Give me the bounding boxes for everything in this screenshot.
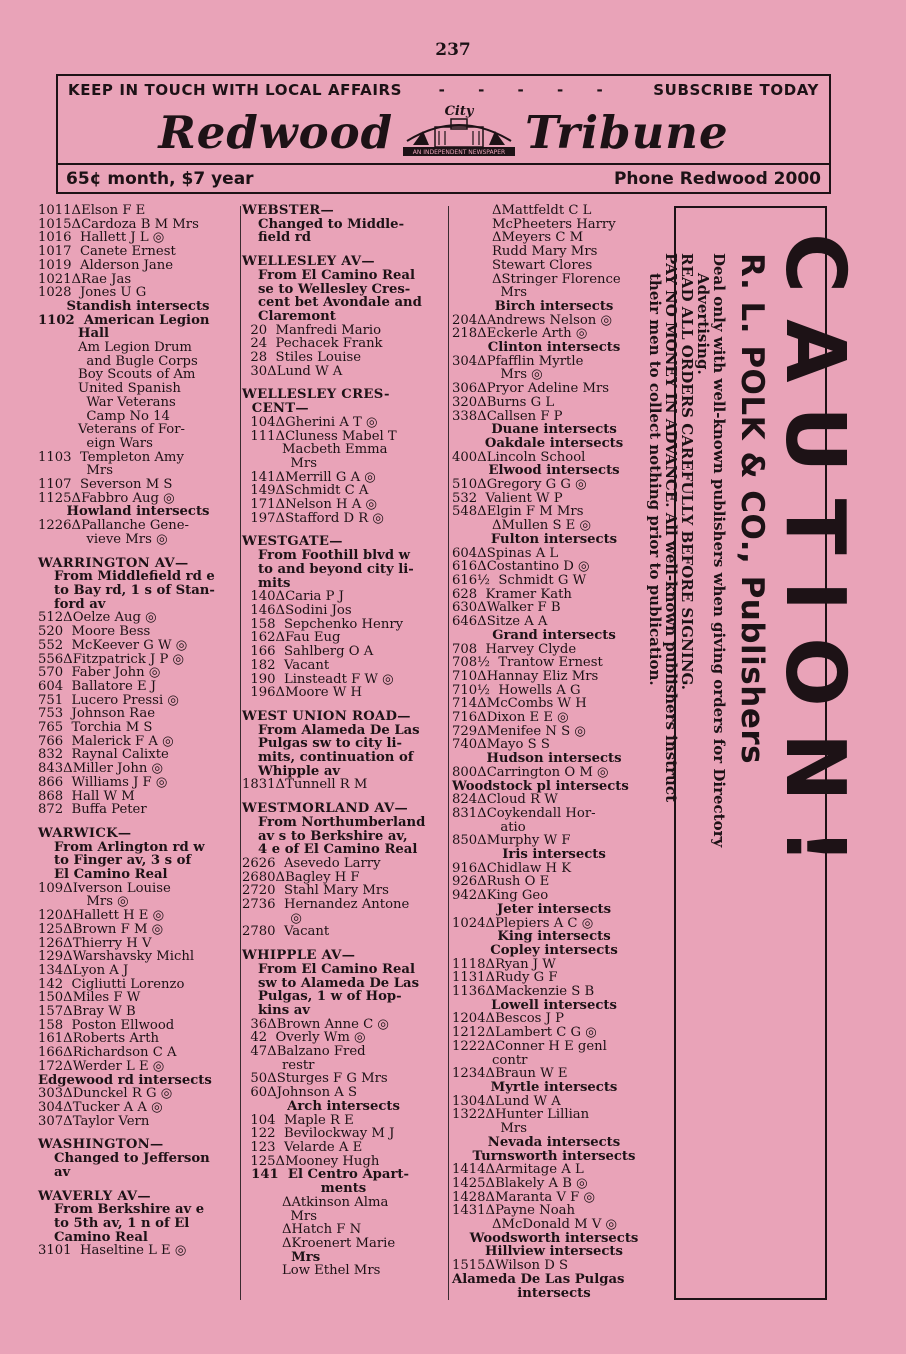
directory-entry-continued: Mrs	[78, 463, 113, 479]
directory-entry: 520 Moore Bess	[38, 624, 151, 640]
directory-entry: 122 Bevilockway M J	[242, 1126, 395, 1142]
directory-entry: 604 Ballatore E J	[38, 678, 157, 694]
directory-entry: 532 Valient W P	[452, 490, 563, 506]
street-description: From Arlington rd w	[54, 839, 205, 855]
newspaper-logo	[58, 101, 829, 163]
intersection-line: Turnsworth intersects	[472, 1148, 636, 1164]
directory-entry: 47ΔBalzano Fred	[242, 1044, 366, 1060]
directory-entry: 1011ΔElson F E	[38, 203, 146, 218]
directory-entry-continued: ΔMcDonald M V ◎	[492, 1217, 618, 1233]
street-heading: CENT—	[242, 401, 309, 417]
directory-entry: 1414ΔArmitage A L	[452, 1162, 584, 1178]
directory-entry-continued: ΔMullen S E ◎	[492, 518, 591, 534]
directory-entry: 1204ΔBescos J P	[452, 1011, 564, 1027]
directory-entry: 2720 Stahl Mary Mrs	[242, 883, 389, 899]
subscription-price: 65¢ month, $7 year	[66, 168, 254, 189]
directory-entry: 172ΔWerder L E ◎	[38, 1058, 165, 1074]
directory-entry-continued: ΔMeyers C M	[492, 230, 584, 246]
directory-entry: 196ΔMoore W H	[242, 685, 363, 701]
directory-entry: 1017 Canete Ernest	[38, 244, 176, 260]
directory-entry: 916ΔChidlaw H K	[452, 860, 572, 876]
directory-entry: 307ΔTaylor Vern	[38, 1113, 150, 1129]
directory-entry: 1304ΔLund W A	[452, 1093, 561, 1109]
directory-column-1	[38, 204, 238, 1258]
intersection-line: Iris intersects	[502, 847, 606, 863]
caution-line-2: Advertising.	[693, 273, 712, 375]
directory-entry: 24 Pechacek Frank	[242, 336, 383, 352]
directory-entry: 141 El Centro Apart-	[242, 1167, 409, 1183]
directory-entry: 832 Raynal Calixte	[38, 747, 169, 763]
directory-entry: 710½ Howells A G	[452, 682, 581, 698]
publisher-name: R. L. POLK & CO., Publishers	[733, 253, 770, 765]
intersection-line: ments	[320, 1181, 367, 1197]
directory-entry-continued: Mrs	[282, 1249, 321, 1265]
city-emblem-icon	[399, 101, 519, 163]
directory-entry: 149ΔSchmidt C A	[242, 483, 369, 499]
directory-entry: 1226ΔPallanche Gene-	[38, 518, 189, 534]
intersection-line: Copley intersects	[490, 942, 618, 958]
column-divider	[240, 206, 241, 1300]
logo-city-text: City	[444, 104, 474, 119]
directory-entry: 20 Manfredi Mario	[242, 322, 382, 338]
newspaper-phone: Phone Redwood 2000	[613, 168, 821, 189]
directory-entry-continued: vieve Mrs ◎	[78, 531, 168, 547]
directory-entry: 190 Linsteadt F W ◎	[242, 671, 394, 687]
street-description: From Foothill blvd w	[258, 548, 411, 564]
street-heading: WARWICK—	[38, 825, 132, 841]
directory-entry: 125ΔBrown F M ◎	[38, 921, 164, 937]
directory-entry: Edgewood rd intersects	[38, 1072, 212, 1088]
directory-entry: 765 Torchia M S	[38, 720, 153, 736]
directory-entry: 42 Overly Wm ◎	[242, 1030, 366, 1046]
directory-entry: 141ΔMerrill G A ◎	[242, 469, 376, 485]
directory-entry-continued: Mrs	[492, 1121, 527, 1137]
directory-entry: 866 Williams J F ◎	[38, 774, 168, 790]
directory-entry: 2626 Asevedo Larry	[242, 855, 381, 871]
directory-entry-continued: restr	[282, 1057, 315, 1073]
directory-entry: 166 Sahlberg O A	[242, 644, 374, 660]
street-description: From Northumberland	[258, 814, 426, 830]
intersection-line: Hillview intersects	[485, 1244, 623, 1260]
directory-entry: 570 Faber John ◎	[38, 665, 161, 681]
directory-entry-continued: Mrs	[492, 285, 527, 301]
street-description: Pulgas sw to city li-	[258, 736, 403, 752]
directory-entry-continued: Mrs	[282, 455, 317, 471]
intersection-line: Grand intersects	[492, 627, 616, 643]
caution-line-3: READ ALL ORDERS CAREFULLY BEFORE SIGNING.	[677, 253, 696, 691]
street-description: field rd	[258, 230, 311, 246]
directory-entry: 942ΔKing Geo	[452, 888, 549, 904]
intersection-line: Duane intersects	[491, 422, 617, 438]
banner-subscribe: SUBSCRIBE TODAY	[653, 81, 819, 99]
intersection-line: King intersects	[497, 929, 611, 945]
street-description: Changed to Middle-	[258, 216, 405, 232]
intersection-line: Jeter intersects	[496, 901, 612, 917]
directory-entry-continued: Am Legion Drum	[78, 340, 192, 356]
directory-entry: 1515ΔWilson D S	[452, 1258, 569, 1274]
directory-entry: 28 Stiles Louise	[242, 350, 362, 366]
banner-slogan: KEEP IN TOUCH WITH LOCAL AFFAIRS	[68, 81, 403, 99]
directory-entry-continued: ΔHatch F N	[282, 1222, 362, 1238]
street-description: av	[54, 1164, 71, 1180]
directory-entry: 1118ΔRyan J W	[452, 956, 556, 972]
directory-entry: 320ΔBurns G L	[452, 394, 555, 410]
directory-entry: 166ΔRichardson C A	[38, 1045, 177, 1061]
directory-entry: 740ΔMayo S S	[452, 737, 550, 753]
directory-entry: 1102 American Legion	[38, 312, 210, 328]
column-divider	[448, 206, 449, 1300]
directory-entry: Alameda De Las Pulgas	[452, 1271, 625, 1287]
directory-entry: 716ΔDixon E E ◎	[452, 710, 569, 726]
directory-entry: 30ΔLund W A	[242, 363, 343, 379]
logo-word-left: Redwood	[158, 105, 394, 159]
intersection-line: Howland intersects	[66, 504, 210, 520]
directory-entry-continued: United Spanish	[78, 381, 181, 397]
directory-entry: 171ΔNelson H A ◎	[242, 497, 377, 513]
directory-entry-continued: ΔAtkinson Alma	[282, 1194, 389, 1210]
directory-entry: 552 McKeever G W ◎	[38, 637, 188, 653]
directory-entry: 850ΔMurphy W F	[452, 833, 571, 849]
directory-entry-continued: Veterans of For-	[78, 422, 185, 438]
directory-entry: 161ΔRoberts Arth	[38, 1031, 159, 1047]
directory-entry-continued: ΔMattfeldt C L	[492, 203, 592, 218]
directory-entry: 162ΔFau Eug	[242, 630, 341, 646]
directory-entry: 306ΔPryor Adeline Mrs	[452, 381, 610, 397]
directory-entry: 708½ Trantow Ernest	[452, 655, 603, 671]
directory-entry: 1831ΔTunnell R M	[242, 777, 368, 793]
directory-entry-continued: ΔKroenert Marie	[282, 1235, 396, 1251]
caution-headline: CAUTION!	[766, 233, 862, 891]
street-heading: WARRINGTON AV—	[38, 555, 189, 571]
street-heading: WHIPPLE AV—	[242, 948, 356, 964]
directory-entry: 710ΔHannay Eliz Mrs	[452, 668, 599, 684]
intersection-line: Woodsworth intersects	[469, 1230, 639, 1246]
directory-entry: 304ΔTucker A A ◎	[38, 1100, 163, 1115]
directory-entry: 120ΔHallett H E ◎	[38, 908, 165, 924]
street-description: 4 e of El Camino Real	[258, 842, 418, 858]
directory-entry: 197ΔStafford D R ◎	[242, 510, 384, 526]
directory-entry: 36ΔBrown Anne C ◎	[242, 1016, 389, 1032]
intersection-line: Hudson intersects	[486, 751, 622, 767]
directory-entry: 1125ΔFabbro Aug ◎	[38, 490, 175, 506]
directory-entry: 766 Malerick F A ◎	[38, 733, 174, 749]
street-heading: WELLESLEY AV—	[242, 254, 375, 270]
directory-entry-continued: Mrs	[282, 1208, 317, 1224]
directory-entry: 556ΔFitzpatrick J P ◎	[38, 651, 185, 667]
directory-entry: 1015ΔCardoza B M Mrs	[38, 216, 199, 232]
directory-entry: 616ΔCostantino D ◎	[452, 559, 590, 575]
street-heading: WELLESLEY CRES-	[242, 387, 390, 403]
directory-entry-continued: Stewart Clores	[492, 257, 593, 273]
street-description: From Middlefield rd e	[54, 569, 215, 585]
directory-entry: 800ΔCarrington O M ◎	[452, 764, 609, 780]
directory-entry: 2780 Vacant	[242, 924, 330, 940]
intersection-line: Standish intersects	[66, 298, 210, 314]
directory-entry-continued: ΔStringer Florence	[492, 271, 621, 287]
intersection-line: Arch intersects	[287, 1098, 400, 1114]
directory-entry: 338ΔCallsen F P	[452, 408, 563, 424]
directory-entry: 708 Harvey Clyde	[452, 641, 577, 657]
caution-line-4: PAY NO MONEY IN ADVANCE. All well-known publishers instruct	[661, 253, 680, 802]
directory-entry: 1016 Hallett J L ◎	[38, 230, 165, 246]
directory-entry: 140ΔCaria P J	[242, 589, 344, 605]
directory-entry-continued: Camp No 14	[78, 408, 170, 424]
intersection-line: Oakdale intersects	[484, 435, 624, 451]
directory-entry: Woodstock pl intersects	[452, 778, 629, 794]
directory-entry: 1136ΔMackenzie S B	[452, 984, 595, 1000]
directory-column-3	[452, 204, 656, 1300]
banner-bottom-line	[58, 163, 829, 192]
directory-entry-continued: Low Ethel Mrs	[282, 1263, 381, 1279]
street-heading: WESTGATE—	[242, 534, 343, 550]
directory-entry-continued: ◎	[282, 910, 302, 926]
directory-entry: 50ΔSturges F G Mrs	[242, 1071, 388, 1087]
banner-top-line	[68, 81, 819, 99]
street-description: to and beyond city li-	[258, 561, 414, 577]
directory-entry: 60ΔJohnson A S	[242, 1085, 358, 1101]
intersection-line: Myrtle intersects	[490, 1080, 618, 1095]
directory-entry-continued: Mrs ◎	[492, 367, 543, 383]
street-description: Changed to Jefferson	[54, 1151, 210, 1167]
directory-entry: 729ΔMenifee N S ◎	[452, 723, 586, 739]
directory-entry-continued: contr	[492, 1052, 528, 1068]
directory-entry: 831ΔCoykendall Hor-	[452, 805, 596, 821]
street-heading: WAVERLY AV—	[38, 1188, 151, 1204]
directory-entry: 824ΔCloud R W	[452, 792, 558, 808]
intersection-line: Clinton intersects	[487, 340, 621, 356]
street-description: From El Camino Real	[258, 961, 415, 977]
street-description: El Camino Real	[54, 867, 168, 883]
directory-entry: 400ΔLincoln School	[452, 449, 586, 465]
street-heading: WASHINGTON—	[38, 1137, 164, 1153]
directory-entry: 204ΔAndrews Nelson ◎	[452, 312, 612, 328]
intersection-line: Nevada intersects	[487, 1134, 621, 1150]
directory-entry: 753 Johnson Rae	[38, 706, 156, 722]
street-description: to 5th av, 1 n of El	[54, 1215, 190, 1231]
directory-entry: 512ΔOelze Aug ◎	[38, 610, 157, 626]
street-description: to Bay rd, 1 s of Stan-	[54, 582, 215, 598]
street-description: sw to Alameda De Las	[258, 975, 419, 991]
street-description: ford av	[54, 596, 106, 612]
directory-entry: 1428ΔMaranta V F ◎	[452, 1189, 596, 1205]
directory-entry: 843ΔMiller John ◎	[38, 761, 164, 777]
directory-entry: 104 Maple R E	[242, 1112, 354, 1128]
directory-entry: 1322ΔHunter Lillian	[452, 1107, 590, 1123]
intersection-line: Elwood intersects	[488, 463, 620, 479]
street-heading: WEBSTER—	[242, 203, 334, 218]
street-description: av s to Berkshire av,	[258, 828, 408, 844]
directory-entry-continued: Mrs ◎	[78, 894, 129, 910]
street-description: to Finger av, 3 s of	[54, 853, 192, 869]
directory-entry-continued: eign Wars	[78, 435, 153, 451]
directory-entry: 926ΔRush O E	[452, 874, 550, 890]
directory-entry: 123 Velarde A E	[242, 1140, 363, 1155]
banner-dashes: - - - - -	[438, 81, 617, 99]
street-description: mits	[258, 575, 291, 591]
directory-entry: 1028 Jones U G	[38, 285, 147, 301]
directory-entry: 2680ΔBagley H F	[242, 869, 360, 885]
directory-entry: 630ΔWalker F B	[452, 600, 561, 616]
directory-entry: 646ΔSitze A A	[452, 614, 548, 630]
directory-entry: 1024ΔPlepiers A C ◎	[452, 915, 594, 931]
directory-entry-continued: Hall	[78, 326, 110, 342]
directory-entry: 218ΔEckerle Arth ◎	[452, 326, 588, 342]
directory-entry: 604ΔSpinas A L	[452, 545, 559, 561]
directory-entry: 1425ΔBlakely A B ◎	[452, 1175, 588, 1191]
directory-entry: 1021ΔRae Jas	[38, 271, 132, 287]
directory-entry: 868 Hall W M	[38, 788, 135, 804]
directory-entry: 109ΔIverson Louise	[38, 880, 171, 896]
directory-entry: 1107 Severson M S	[38, 477, 173, 493]
directory-entry-continued: Rudd Mary Mrs	[492, 244, 598, 260]
directory-entry: 157ΔBray W B	[38, 1004, 136, 1020]
directory-entry: 3101 Haseltine L E ◎	[38, 1243, 187, 1259]
directory-entry: 126ΔThierry H V	[38, 935, 152, 951]
directory-entry-continued: Macbeth Emma	[282, 442, 388, 458]
directory-entry: 111ΔCluness Mabel T	[242, 428, 397, 444]
intersection-line: Fulton intersects	[490, 531, 618, 547]
street-description: Pulgas, 1 w of Hop-	[258, 989, 402, 1005]
directory-entry: 134ΔLyon A J	[38, 962, 129, 978]
directory-entry: 104ΔGherini A T ◎	[242, 414, 378, 430]
directory-entry: 158 Poston Ellwood	[38, 1017, 175, 1033]
street-description: Whipple av	[258, 763, 341, 779]
logo-word-right: Tribune	[525, 105, 729, 159]
street-description: mits, continuation of	[258, 750, 414, 766]
directory-entry: 1234ΔBraun W E	[452, 1066, 568, 1082]
street-heading: WESTMORLAND AV—	[242, 801, 409, 817]
directory-entry: 304ΔPfafflin Myrtle	[452, 353, 584, 369]
directory-entry: 150ΔMiles F W	[38, 990, 141, 1006]
caution-notice-box	[645, 206, 862, 1300]
directory-entry: 125ΔMooney Hugh	[242, 1153, 380, 1169]
directory-entry: 1222ΔConner H E genl	[452, 1038, 607, 1054]
directory-entry: 872 Buffa Peter	[38, 802, 147, 818]
emblem-caption: AN INDEPENDENT NEWSPAPER	[412, 149, 506, 156]
intersection-line: Birch intersects	[494, 298, 614, 314]
intersection-line: Lowell intersects	[491, 997, 617, 1013]
street-description: Claremont	[258, 308, 336, 324]
directory-entry-continued: atio	[492, 819, 526, 835]
directory-column-2	[242, 204, 445, 1278]
directory-entry: 1212ΔLambert C G ◎	[452, 1025, 597, 1041]
directory-entry: 548ΔElgin F M Mrs	[452, 504, 584, 520]
directory-entry-continued: and Bugle Corps	[78, 353, 198, 369]
directory-entry: 1019 Alderson Jane	[38, 257, 174, 273]
directory-entry: 1131ΔRudy G F	[452, 970, 558, 986]
street-description: From El Camino Real	[258, 267, 415, 283]
street-description: cent bet Avondale and	[258, 295, 422, 311]
directory-entry: 751 Lucero Pressi ◎	[38, 692, 179, 708]
directory-entry: 616½ Schmidt G W	[452, 572, 587, 588]
street-description: se to Wellesley Cres-	[258, 281, 411, 297]
directory-entry-continued: Boy Scouts of Am	[78, 367, 196, 383]
directory-entry: 182 Vacant	[242, 657, 330, 673]
directory-entry: 714ΔMcCombs W H	[452, 696, 587, 712]
directory-entry: 158 Sepchenko Henry	[242, 616, 404, 632]
street-description: From Berkshire av e	[54, 1202, 205, 1218]
directory-entry: 510ΔGregory G G ◎	[452, 477, 587, 493]
caution-line-5: their men to collect nothing prior to publication.	[645, 273, 664, 686]
caution-line-1: Deal only with well-known publishers when giving orders for Directory	[709, 253, 728, 848]
directory-entry: 1431ΔPayne Noah	[452, 1203, 576, 1219]
directory-entry: 1103 Templeton Amy	[38, 449, 184, 465]
directory-entry-continued: McPheeters Harry	[492, 216, 616, 232]
directory-entry-continued: War Veterans	[78, 394, 176, 410]
directory-entry: 129ΔWarshavsky Michl	[38, 949, 195, 965]
street-heading: WEST UNION ROAD—	[242, 708, 411, 724]
newspaper-ad-banner	[56, 74, 831, 194]
directory-entry: 303ΔDunckel R G ◎	[38, 1086, 173, 1102]
directory-entry: 2736 Hernandez Antone	[242, 897, 410, 913]
street-description: kins av	[258, 1002, 310, 1018]
page-number: 237	[435, 40, 471, 60]
directory-entry: 146ΔSodini Jos	[242, 602, 352, 618]
intersection-line: intersects	[517, 1285, 591, 1301]
directory-entry: 142 Cigliutti Lorenzo	[38, 976, 185, 992]
street-description: From Alameda De Las	[258, 722, 420, 738]
directory-entry: 628 Kramer Kath	[452, 586, 572, 602]
street-description: Camino Real	[54, 1229, 148, 1245]
